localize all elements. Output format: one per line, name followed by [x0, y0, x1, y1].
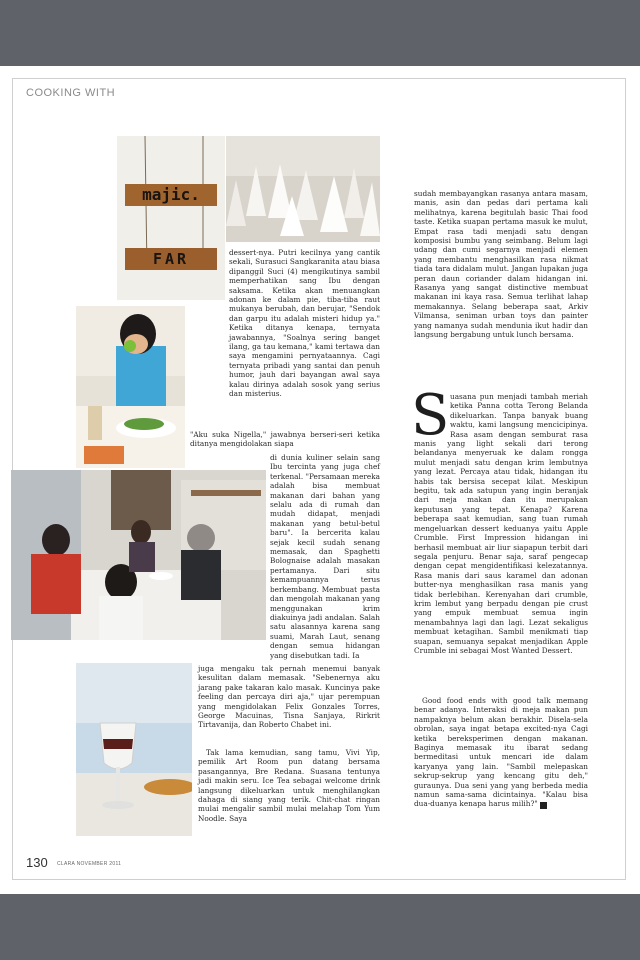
col1-paragraph-e: Tak lama kemudian, sang tamu, Vivi Yip, pemilik Art Room pun datang bersama pasangannya, Bre Redana. Suasana tentunya jadi makin seru. Ice Tea sebagai welcome drink langsung dikeluarkan untuk menghilangkan dahaga di siang yang terik. Chit-chat ringan mulai mengalir sambil mulai melahap Tom Yum Noodle. Saya [198, 748, 380, 823]
glass-dessert-illustration [76, 663, 192, 836]
col1-paragraph-b: "Aku suka Nigella," jawabnya berseri-seri ketika ditanya mengidolakan siapa [190, 430, 380, 449]
photo-meringues [226, 136, 380, 242]
viewer-bottom-bar [0, 894, 640, 960]
col1-text-d [198, 664, 380, 730]
col2-text-b [414, 392, 588, 655]
dropcap-spacer [414, 392, 450, 434]
photo-wooden-signs [117, 136, 225, 300]
end-mark: C [540, 802, 547, 809]
col1-text-a [229, 248, 380, 399]
col2-paragraph-a: sudah membayangkan rasanya antara masam, manis, asin dan pedas dari pertama kali melihatnya, karena begitulah basic Thai food taste. Ketika suapan pertama masuk ke mulut, Empat rasa tadi menjadi satu dengan komposisi bumbu yang seimbang. Belum lagi udang dan cumi segarnya menjadi elemen yang membantu menghasilkan rasa nikmat tiada tara didalam mulut. Jangan lupakan juga peran daun coriander dalam hidangan ini. Rasanya yang sangat distinctive membuat makanan ini kaya rasa. Semua terlihat lahap memakannya. Selang beberapa saat, Arkiv Vilmansa, seniman urban toys dan painter yang namanya sudah mendunia ikut hadir dan langsung bergabung untuk lunch bersama. [414, 189, 588, 340]
col1-text-e [198, 748, 380, 823]
col1-text-b [190, 430, 380, 449]
photo-group-dining [11, 470, 266, 640]
col1-paragraph-d: juga mengaku tak pernah menemui banyak kesulitan dalam memasak. "Sebenernya aku jarang pake takaran kalo masak. Kuncinya pake feeling dan percaya diri aja," ujar perempuan yang mengidolakan Felix Gonzales Torres, George Macuinas, Tisna Sanjaya, Rirkrit Tirtavanija, dan Roberto Chabet ini. [198, 664, 380, 730]
girl-eating-illustration [76, 306, 185, 468]
page-number: 130 [26, 855, 48, 870]
wooden-signs-illustration [117, 136, 225, 300]
viewer-top-bar [0, 0, 640, 66]
col2-paragraph-b [414, 392, 588, 655]
sign-bottom-text: FAR [152, 250, 190, 268]
col2-text-c [414, 696, 588, 809]
col1-paragraph-c: di dunia kuliner selain sang Ibu tercinta yang juga chef terkenal. "Persamaan mereka adalah bisa membuat makanan dari bahan yang selalu ada di rumah dan mudah didapat, menjadi makanan yang betul-betul baru". Ia bercerita kalau sejak kecil sudah senang memasak, dan Spaghetti Bolognaise adalah masakan pertamanya. Dari situ kemampuannya terus berkembang. Membuat pasta dan mengolah makanan yang menggunakan krim diakuinya jadi andalan. Salah satu alasannya karena sang suami, Marah Laut, senang dengan semua hidangan yang disebutkan tadi. Ia [270, 453, 380, 660]
photo-glass-dessert [76, 663, 192, 836]
meringue-illustration [226, 136, 380, 242]
col2-text-a [414, 189, 588, 340]
col1-paragraph-a: dessert-nya. Putri kecilnya yang cantik sekali, Surasuci Sangkaranita atau biasa dipanggil Suci (4) mengikutinya sambil memperhatikan sang Ibu dengan saksama. Ketika akan menuangkan adonan ke dalam pie, tiba-tiba raut mukanya berubah, dan berujar, "Sendok dan garpu itu adalah misteri hidup ya." Ketika ditanya kenapa, ternyata jawabannya, "Soalnya sering banget ilang, ga tau kemana," kami tertawa dan saya mengamini pernyataannya. Cagi ternyata pribadi yang santai dan penuh humor, jauh dari bayangan awal saya kalau dirinya adalah sosok yang serius dan misterius. [229, 248, 380, 399]
photo-girl-eating [76, 306, 185, 468]
drop-cap: S [411, 383, 450, 448]
section-title: COOKING WITH [26, 87, 116, 99]
col2-paragraph-c [414, 696, 588, 809]
group-dining-illustration [11, 470, 266, 640]
folio-publication: CLARA NOVEMBER 2011 [57, 861, 122, 867]
sign-top-text: majic. [142, 185, 200, 204]
col1-text-c [270, 453, 380, 660]
col2-paragraph-b-text: uasana pun menjadi tambah meriah ketika Panna cotta Terong Belanda dikeluarkan. Tanpa banyak buang waktu, kami langsung mencicipinya. Rasa asam dengan semburat rasa manis yang light sekali dari terong belandanya menyeruak ke dalam rongga mulut menjadi satu dengan krim lembutnya yang lezat. Percaya atau tidak, hidangan itu habis tak bersisa secepat kilat. Meskipun begitu, tak ada satupun yang ingin beranjak dari meja makan dan itu merupakan keputusan yang tepat. Kenapa? Karena beberapa saat kemudian, sang tuan rumah mengeluarkan dessert keduanya yaitu Apple Crumble. First Impression hidangan ini berhasil membuat air liur siapapun terbit dari segala penjuru. Benar saja, saraf pengecap dengan cepat mengidentifikasi kelezatannya. Rasa manis dari saus karamel dan adonan butter-nya menghasilkan rasa manis yang tidak berlebihan. Kerenyahan dari crumble, krim lembut yang berpadu dengan pie crust yang empuk membuat semua ingin menambahnya lagi dan lagi. Lezat sekaligus membuat ketagihan. Sambil menikmati tiap suapan, semuanya sepakat menjadikan Apple Crumble ini sebagai Most Wanted Dessert. [414, 392, 588, 655]
col2-paragraph-c-text: Good food ends with good talk memang benar adanya. Interaksi di meja makan pun nampaknya belum akan berakhir. Disela-sela obrolan, saya ingat betapa excited-nya Cagi ketika bereksperimen dengan makanan. Baginya memasak itu ibarat sedang bermeditasi untuk mencari ide dalam karyanya yang lain. "Sambil melepaskan sekrup-sekrup yang kencang gitu deh," guraunya. Dua seni yang yang berbeda media namun sama-sama dicintainya. "Kalau bisa dua-duanya kenapa harus milih?" [414, 696, 588, 809]
